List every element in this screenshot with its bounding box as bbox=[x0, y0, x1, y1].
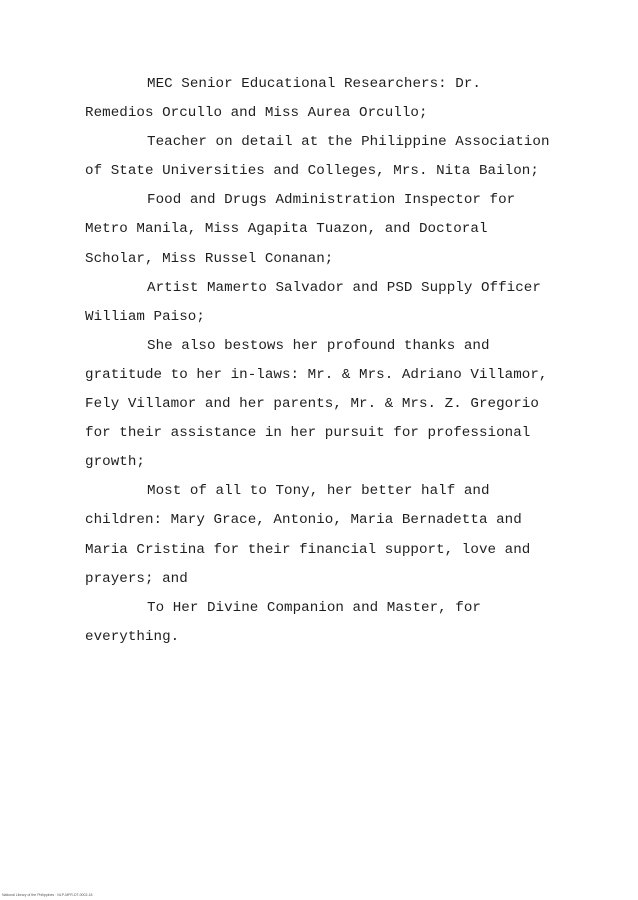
text-line: She also bestows her profound thanks and bbox=[147, 337, 490, 354]
text-line: everything. bbox=[85, 628, 180, 645]
text-line: children: Mary Grace, Antonio, Maria Bernadetta and bbox=[85, 512, 522, 529]
text-line: gratitude to her in-laws: Mr. & Mrs. Adriano Villamor, bbox=[85, 366, 548, 383]
archive-footer: National Library of the Philippines · NLP-MFR-DT-0002-18 bbox=[2, 893, 93, 897]
text-line: Most of all to Tony, her better half and bbox=[147, 483, 490, 500]
text-line: growth; bbox=[85, 454, 145, 471]
text-line: of State Universities and Colleges, Mrs. Nita Bailon; bbox=[85, 163, 539, 180]
text-line: Artist Mamerto Salvador and PSD Supply Officer bbox=[147, 279, 541, 296]
acknowledgment-text bbox=[85, 70, 575, 652]
text-line: Metro Manila, Miss Agapita Tuazon, and Doctoral bbox=[85, 221, 488, 238]
text-line: Maria Cristina for their financial support, love and bbox=[85, 541, 531, 558]
text-line: Scholar, Miss Russel Conanan; bbox=[85, 250, 334, 267]
text-line: MEC Senior Educational Researchers: Dr. bbox=[147, 76, 481, 92]
text-line: Food and Drugs Administration Inspector for bbox=[147, 192, 516, 209]
text-line: Teacher on detail at the Philippine Association bbox=[147, 134, 550, 151]
text-line: William Paiso; bbox=[85, 308, 205, 325]
text-line: prayers; and bbox=[85, 570, 188, 587]
text-line: Remedios Orcullo and Miss Aurea Orcullo; bbox=[85, 105, 428, 122]
text-line: for their assistance in her pursuit for professional bbox=[85, 425, 531, 442]
text-line: Fely Villamor and her parents, Mr. & Mrs. Z. Gregorio bbox=[85, 396, 539, 413]
text-line: To Her Divine Companion and Master, for bbox=[147, 599, 481, 616]
